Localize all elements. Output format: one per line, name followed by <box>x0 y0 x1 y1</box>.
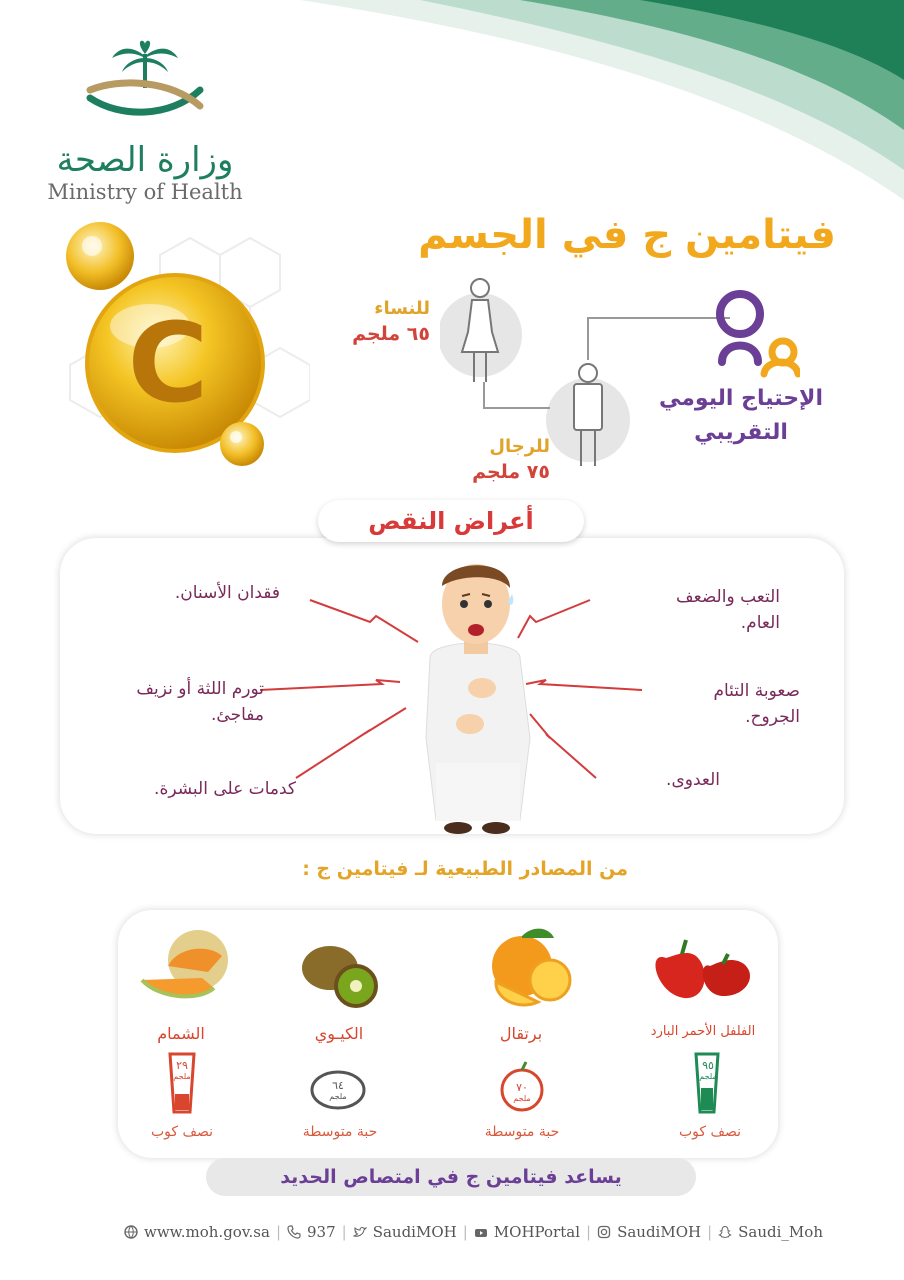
orange-value: ٧٠ <box>516 1081 528 1094</box>
instagram-icon <box>597 1225 611 1239</box>
daily-need-line2: التقريبي <box>694 420 788 445</box>
symptoms-title: أعراض النقص <box>318 500 584 542</box>
food-name-melon: الشمام <box>157 1024 205 1043</box>
palm-swords-icon <box>70 40 220 132</box>
symptom-fatigue: التعب والضعف العام. <box>676 587 780 633</box>
twitter-handle[interactable]: SaudiMOH <box>372 1223 457 1241</box>
kiwi-unit: ملجم <box>329 1092 347 1101</box>
kiwi-qty: حبة متوسطة <box>302 1124 378 1140</box>
melon-qty: نصف كوب <box>150 1124 214 1140</box>
phone-icon <box>287 1225 301 1239</box>
youtube-icon <box>474 1225 488 1239</box>
orange-unit: ملجم <box>513 1094 531 1103</box>
globe-icon <box>124 1225 138 1239</box>
women-label <box>320 298 430 345</box>
pepper-value: ٩٥ <box>702 1059 714 1072</box>
youtube-channel[interactable]: MOHPortal <box>493 1223 580 1241</box>
kiwi-icon <box>302 946 376 1006</box>
melon-unit: ملجم <box>173 1072 191 1081</box>
food-name-pepper: الفلفل الأحمر البارد <box>650 1024 756 1039</box>
cantaloupe-icon <box>142 930 228 996</box>
twitter-icon <box>353 1225 367 1239</box>
orange-icon <box>492 929 570 1005</box>
instagram-handle[interactable]: SaudiMOH <box>617 1223 702 1241</box>
vitamin-c-icon <box>40 218 310 488</box>
food-name-kiwi: الكيـوي <box>314 1024 364 1043</box>
page-title: فيتامين ج في الجسم <box>418 212 836 258</box>
kiwi-value: ٦٤ <box>332 1079 344 1092</box>
logo-english: Ministry of Health <box>47 180 243 204</box>
symptom-tooth-loss: فقدان الأسنان. <box>174 583 280 603</box>
symptom-gum-bleeding: تورم اللثة أو نزيف مفاجئ. <box>136 679 264 725</box>
moh-logo <box>40 40 250 215</box>
red-pepper-icon <box>656 940 751 998</box>
women-amount: ٦٥ ملجم <box>352 323 430 345</box>
men-title: للرجال <box>489 436 550 457</box>
website-link[interactable]: www.moh.gov.sa <box>144 1223 270 1241</box>
melon-value: ٢٩ <box>176 1059 188 1072</box>
pepper-unit: ملجم <box>699 1072 717 1081</box>
orange-qty: حبة متوسطة <box>484 1124 560 1140</box>
men-amount: ٧٥ ملجم <box>472 461 550 483</box>
symptom-infection: العدوى. <box>666 770 720 790</box>
symptom-wound-healing: صعوبة التئام الجروح. <box>713 681 800 727</box>
symptom-bruising: كدمات على البشرة. <box>154 779 296 799</box>
women-title: للنساء <box>374 298 430 319</box>
men-label <box>430 436 550 483</box>
sources-title: من المصادر الطبيعية لـ فيتامين ج : <box>302 858 628 880</box>
food-name-orange: برتقال <box>499 1024 543 1043</box>
logo-arabic: وزارة الصحة <box>56 140 234 180</box>
vitamin-letter: C <box>127 299 209 427</box>
daily-need <box>646 382 836 450</box>
iron-absorption-banner: يساعد فيتامين ج في امتصاص الحديد <box>206 1158 696 1196</box>
people-icon <box>720 294 798 374</box>
phone-number[interactable]: 937 <box>307 1223 336 1241</box>
snapchat-icon <box>718 1225 732 1239</box>
footer-links: www.moh.gov.sa | 937 | SaudiMOH | MOHPortal | SaudiMOH | Saudi_Moh <box>124 1220 784 1244</box>
snapchat-handle[interactable]: Saudi_Moh <box>738 1223 823 1241</box>
daily-need-line1: الإحتياج اليومي <box>659 386 823 411</box>
pepper-qty: نصف كوب <box>678 1124 742 1140</box>
